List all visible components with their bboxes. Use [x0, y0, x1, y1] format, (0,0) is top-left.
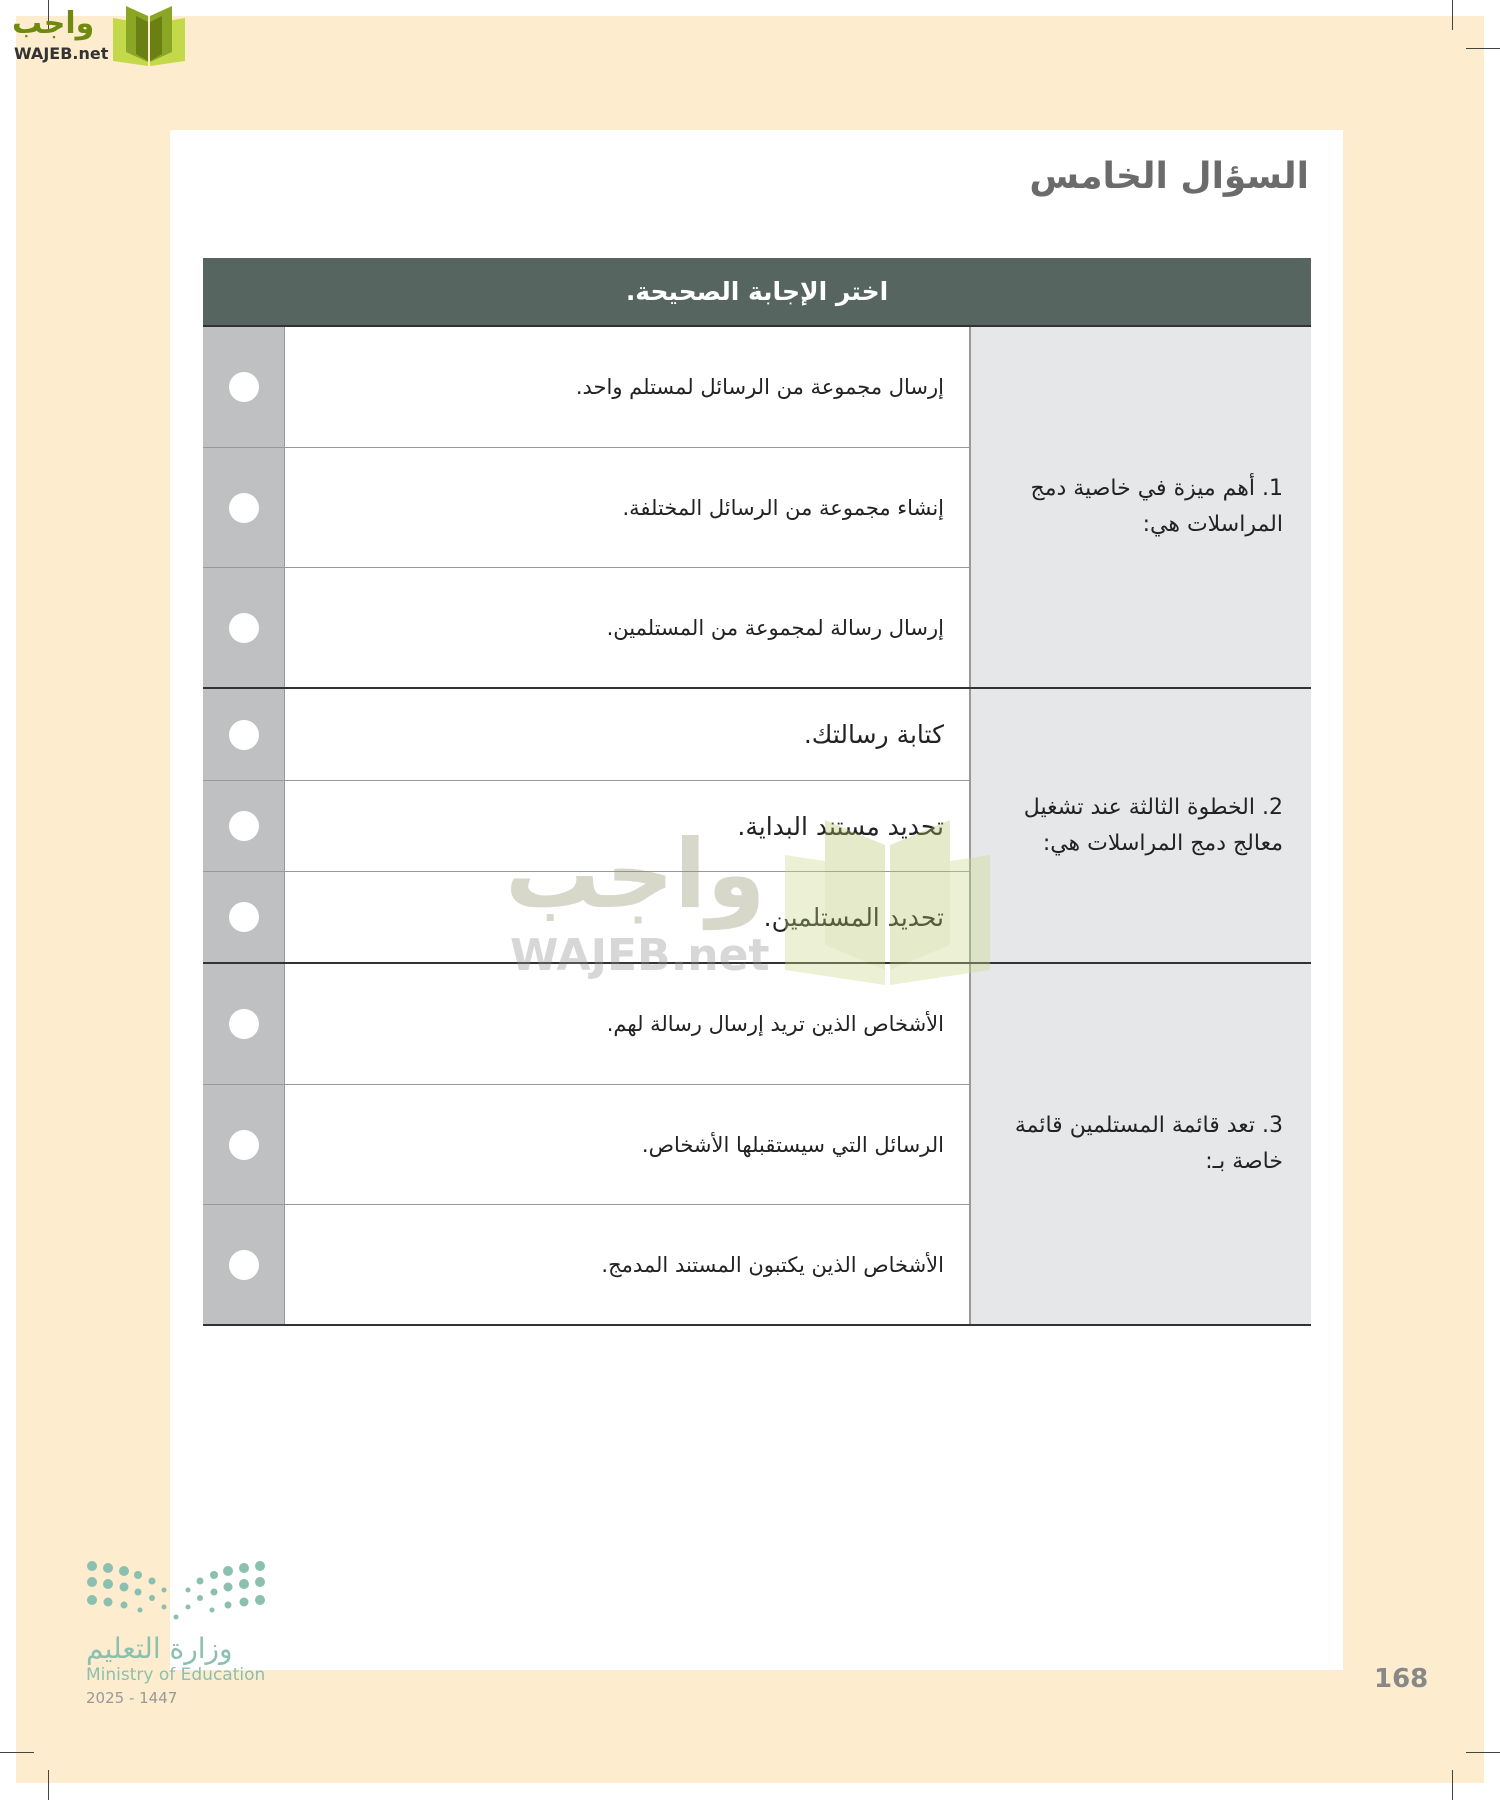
crop-mark — [1466, 1752, 1500, 1753]
quiz-table — [203, 258, 1311, 1326]
ministry-dots-icon — [86, 1560, 266, 1622]
radio-button[interactable] — [229, 493, 259, 523]
question-text: 1. أهم ميزة في خاصية دمج المراسلات هي: — [1030, 476, 1283, 537]
ministry-arabic: وزارة التعليم — [86, 1632, 233, 1665]
option-text: الأشخاص الذين يكتبون المستند المدمج. — [285, 1204, 969, 1324]
question-text: 2. الخطوة الثالثة عند تشغيل معالج دمج المراسلات هي: — [1023, 794, 1283, 856]
option-text: تحديد مستند البداية. — [285, 780, 969, 871]
table-header: اختر الإجابة الصحيحة. — [203, 258, 1311, 325]
option-text: تحديد المستلمين. — [285, 871, 969, 962]
option-text: إرسال رسالة لمجموعة من المستلمين. — [285, 567, 969, 687]
radio-button[interactable] — [229, 1009, 259, 1039]
radio-button[interactable] — [229, 1130, 259, 1160]
crop-mark — [1466, 48, 1500, 49]
option-text: كتابة رسالتك. — [803, 720, 944, 749]
radio-button[interactable] — [229, 613, 259, 643]
page-title: السؤال الخامس — [1029, 156, 1309, 197]
book-icon — [108, 6, 190, 66]
option-text: إرسال مجموعة من الرسائل لمستلم واحد. — [575, 375, 944, 399]
question-text: 3. تعد قائمة المستلمين قائمة خاصة بـ: — [1014, 1113, 1283, 1174]
crop-mark — [48, 1770, 49, 1800]
ministry-english: Ministry of Education — [86, 1665, 266, 1685]
question-group — [203, 325, 1311, 687]
radio-button[interactable] — [229, 902, 259, 932]
ministry-year: 2025 - 1447 — [86, 1689, 178, 1707]
logo-latin: WAJEB.net — [14, 44, 109, 63]
page-number: 168 — [1374, 1664, 1429, 1694]
option-text: الرسائل التي سيستقبلها الأشخاص. — [285, 1084, 969, 1204]
radio-button[interactable] — [229, 1250, 259, 1280]
wajeb-logo — [10, 6, 190, 66]
crop-mark — [1452, 1770, 1453, 1800]
watermark-latin: WAJEB.net — [510, 930, 770, 981]
question-group — [203, 687, 1311, 962]
logo-arabic: واجب — [12, 6, 95, 41]
watermark-arabic: واجب — [505, 820, 766, 930]
crop-mark — [0, 1752, 34, 1753]
ministry-logo — [86, 1560, 266, 1707]
option-text: الأشخاص الذين تريد إرسال رسالة لهم. — [606, 1012, 944, 1036]
radio-button[interactable] — [229, 720, 259, 750]
radio-button[interactable] — [229, 372, 259, 402]
question-group — [203, 962, 1311, 1324]
option-text: إنشاء مجموعة من الرسائل المختلفة. — [285, 447, 969, 567]
radio-button[interactable] — [229, 811, 259, 841]
crop-mark — [1452, 0, 1453, 30]
